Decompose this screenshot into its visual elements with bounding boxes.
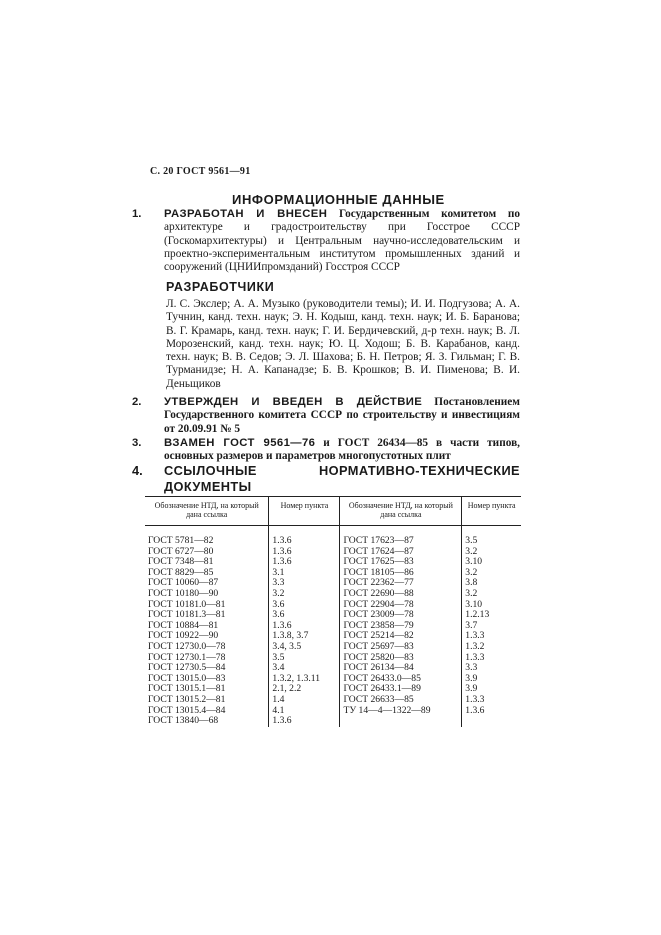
doc-cell: ГОСТ 6727—80 (145, 547, 269, 558)
doc-cell: ГОСТ 8829—85 (145, 568, 269, 579)
doc-cell: ГОСТ 18105—86 (340, 568, 462, 579)
item-3-text: и ГОСТ 26434—85 в части типов, основных размеров и параметров многопустотных плит (164, 437, 520, 463)
item-1 (132, 208, 521, 274)
table-row (145, 642, 521, 653)
item-cell: 1.3.6 (269, 716, 340, 727)
item-cell: 3.6 (269, 600, 340, 611)
item-cell: 3.2 (465, 566, 478, 578)
item-4-number: 4. (132, 463, 143, 478)
item-cell: 3.5 (269, 653, 340, 664)
table-row (145, 589, 521, 600)
item-cell: 3.8 (465, 577, 478, 589)
doc-cell: ГОСТ 26433.0—85 (340, 674, 462, 685)
doc-cell: ГОСТ 13015.1—81 (145, 684, 269, 695)
doc-cell: ГОСТ 13015.0—83 (145, 674, 269, 685)
table-row (145, 526, 521, 547)
doc-cell: ГОСТ 26633—85 (340, 695, 462, 706)
column-header-item-left: Номер пункта (269, 497, 340, 526)
doc-cell: ГОСТ 12730.5—84 (145, 663, 269, 674)
item-cell: 1.3.6 (269, 526, 340, 547)
doc-cell: ГОСТ 22904—78 (340, 600, 462, 611)
item-cell: 3.9 (465, 672, 478, 684)
doc-cell: ГОСТ 12730.1—78 (145, 653, 269, 664)
item-cell: 1.4 (269, 695, 340, 706)
doc-cell: ГОСТ 17623—87 (340, 526, 462, 547)
doc-cell (340, 716, 462, 727)
item-2-heading: УТВЕРЖДЕН И ВВЕДЕН В ДЕЙСТВИЕ (164, 396, 423, 408)
item-cell: 3.5 (465, 535, 478, 546)
doc-cell: ГОСТ 22690—88 (340, 589, 462, 600)
item-cell: 3.3 (269, 578, 340, 589)
item-cell: 3.2 (465, 545, 478, 557)
doc-cell: ГОСТ 13840—68 (145, 716, 269, 727)
item-4-heading: ССЫЛОЧНЫЕ НОРМАТИВНО-ТЕХНИЧЕСКИЕ ДОКУМЕНТЫ (164, 463, 520, 494)
page-header: С. 20 ГОСТ 9561—91 (150, 166, 251, 177)
item-cell: 1.3.6 (465, 704, 485, 716)
item-cell: 3.10 (465, 598, 483, 610)
item-cell: 3.4, 3.5 (269, 642, 340, 653)
item-cell: 1.3.3 (465, 693, 485, 705)
item-cell: 1.3.3 (465, 651, 485, 663)
doc-cell: ТУ 14—4—1322—89 (340, 706, 462, 717)
doc-cell: ГОСТ 7348—81 (145, 557, 269, 568)
item-1-number: 1. (132, 208, 142, 220)
item-2 (132, 396, 520, 436)
item-cell: 1.3.2 (465, 640, 485, 652)
column-header-item-right: Номер пункта (462, 497, 521, 526)
doc-cell: ГОСТ 12730.0—78 (145, 642, 269, 653)
doc-cell: ГОСТ 10922—90 (145, 631, 269, 642)
item-cell: 1.3.2, 1.3.11 (269, 674, 340, 685)
item-4 (132, 463, 520, 495)
item-cell: 3.1 (269, 568, 340, 579)
item-3-heading: ВЗАМЕН ГОСТ 9561—76 (164, 437, 316, 449)
doc-cell: ГОСТ 26433.1—89 (340, 684, 462, 695)
item-cell (462, 716, 521, 727)
item-cell: 3.2 (269, 589, 340, 600)
item-cell: 1.3.6 (269, 557, 340, 568)
item-cell: 3.6 (269, 610, 340, 621)
item-cell: 2.1, 2.2 (269, 684, 340, 695)
table-row (145, 695, 521, 706)
item-cell: 4.1 (269, 706, 340, 717)
doc-cell: ГОСТ 25697—83 (340, 642, 462, 653)
item-cell: 3.2 (465, 587, 478, 599)
developers-heading: РАЗРАБОТЧИКИ (166, 280, 275, 294)
item-cell: 1.3.3 (465, 630, 485, 642)
reference-table (145, 496, 521, 727)
doc-cell: ГОСТ 10884—81 (145, 621, 269, 632)
doc-cell: ГОСТ 10181.3—81 (145, 610, 269, 621)
doc-cell: ГОСТ 10060—87 (145, 578, 269, 589)
item-1-bold-text: Государственным комитетом по (338, 208, 521, 220)
item-cell: 3.3 (465, 662, 478, 674)
doc-cell: ГОСТ 13015.2—81 (145, 695, 269, 706)
item-cell: 1.3.6 (269, 547, 340, 558)
table-row (145, 716, 521, 727)
doc-cell: ГОСТ 22362—77 (340, 578, 462, 589)
developers-list: Л. С. Экслер; А. А. Музыко (руководители темы); И. И. Подгузова; А. А. Тучнин, канд. техн. наук; Э. Н. Кодыш, канд. техн. наук; И. Б. Баранова; В. Г. Крамарь, канд. техн. наук; Г. И. Бердичевский, д-р техн. наук; В. Л. Морозенский, канд. техн. наук; Ю. Ц. Ходош; Б. В. Карабанов, канд. техн. наук; В. В. Седов; Э. Л. Шахова; Б. Н. Петров; Я. З. Гильман; Г. В. Турманидзе; Н. А. Капанадзе; Б. В. Крошков; В. И. Пименова; В. И. Деньщиков (166, 298, 520, 390)
doc-cell: ГОСТ 10180—90 (145, 589, 269, 600)
column-header-doc-right: Обозначение НТД, на который дана ссылка (340, 497, 462, 526)
doc-cell: ГОСТ 23858—79 (340, 621, 462, 632)
item-cell: 3.7 (465, 619, 478, 631)
item-cell: 3.9 (465, 683, 478, 695)
item-3 (132, 437, 520, 464)
doc-cell: ГОСТ 25820—83 (340, 653, 462, 664)
item-cell: 3.10 (465, 556, 483, 568)
doc-cell: ГОСТ 17624—87 (340, 547, 462, 558)
item-cell: 1.3.6 (269, 621, 340, 632)
item-2-text: Постановлением Государственного комитета СССР по строительству и инвестициям от 20.09.91 № 5 (164, 396, 520, 435)
item-1-heading: РАЗРАБОТАН И ВНЕСЕН (164, 208, 328, 220)
section-title: ИНФОРМАЦИОННЫЕ ДАННЫЕ (232, 192, 445, 207)
item-2-number: 2. (132, 396, 142, 408)
item-cell: 1.3.8, 3.7 (269, 631, 340, 642)
table-body (145, 526, 521, 727)
table-header-row (145, 497, 521, 526)
item-3-number: 3. (132, 437, 142, 449)
doc-cell: ГОСТ 13015.4—84 (145, 706, 269, 717)
doc-cell: ГОСТ 10181.0—81 (145, 600, 269, 611)
item-cell: 3.4 (269, 663, 340, 674)
doc-cell: ГОСТ 5781—82 (145, 526, 269, 547)
doc-cell: ГОСТ 25214—82 (340, 631, 462, 642)
item-cell: 1.2.13 (465, 609, 490, 621)
column-header-doc-left: Обозначение НТД, на который дана ссылка (145, 497, 269, 526)
doc-cell: ГОСТ 17625—83 (340, 557, 462, 568)
item-1-text: архитектуре и градостроительству при Госстрое СССР (Госкомархитектуры) и Центральным научно-исследовательским и проектно-экспериментальным институтом промышленных зданий и сооружений (ЦНИИпромзданий) Госстроя СССР (164, 221, 520, 274)
doc-cell: ГОСТ 23009—78 (340, 610, 462, 621)
doc-cell: ГОСТ 26134—84 (340, 663, 462, 674)
